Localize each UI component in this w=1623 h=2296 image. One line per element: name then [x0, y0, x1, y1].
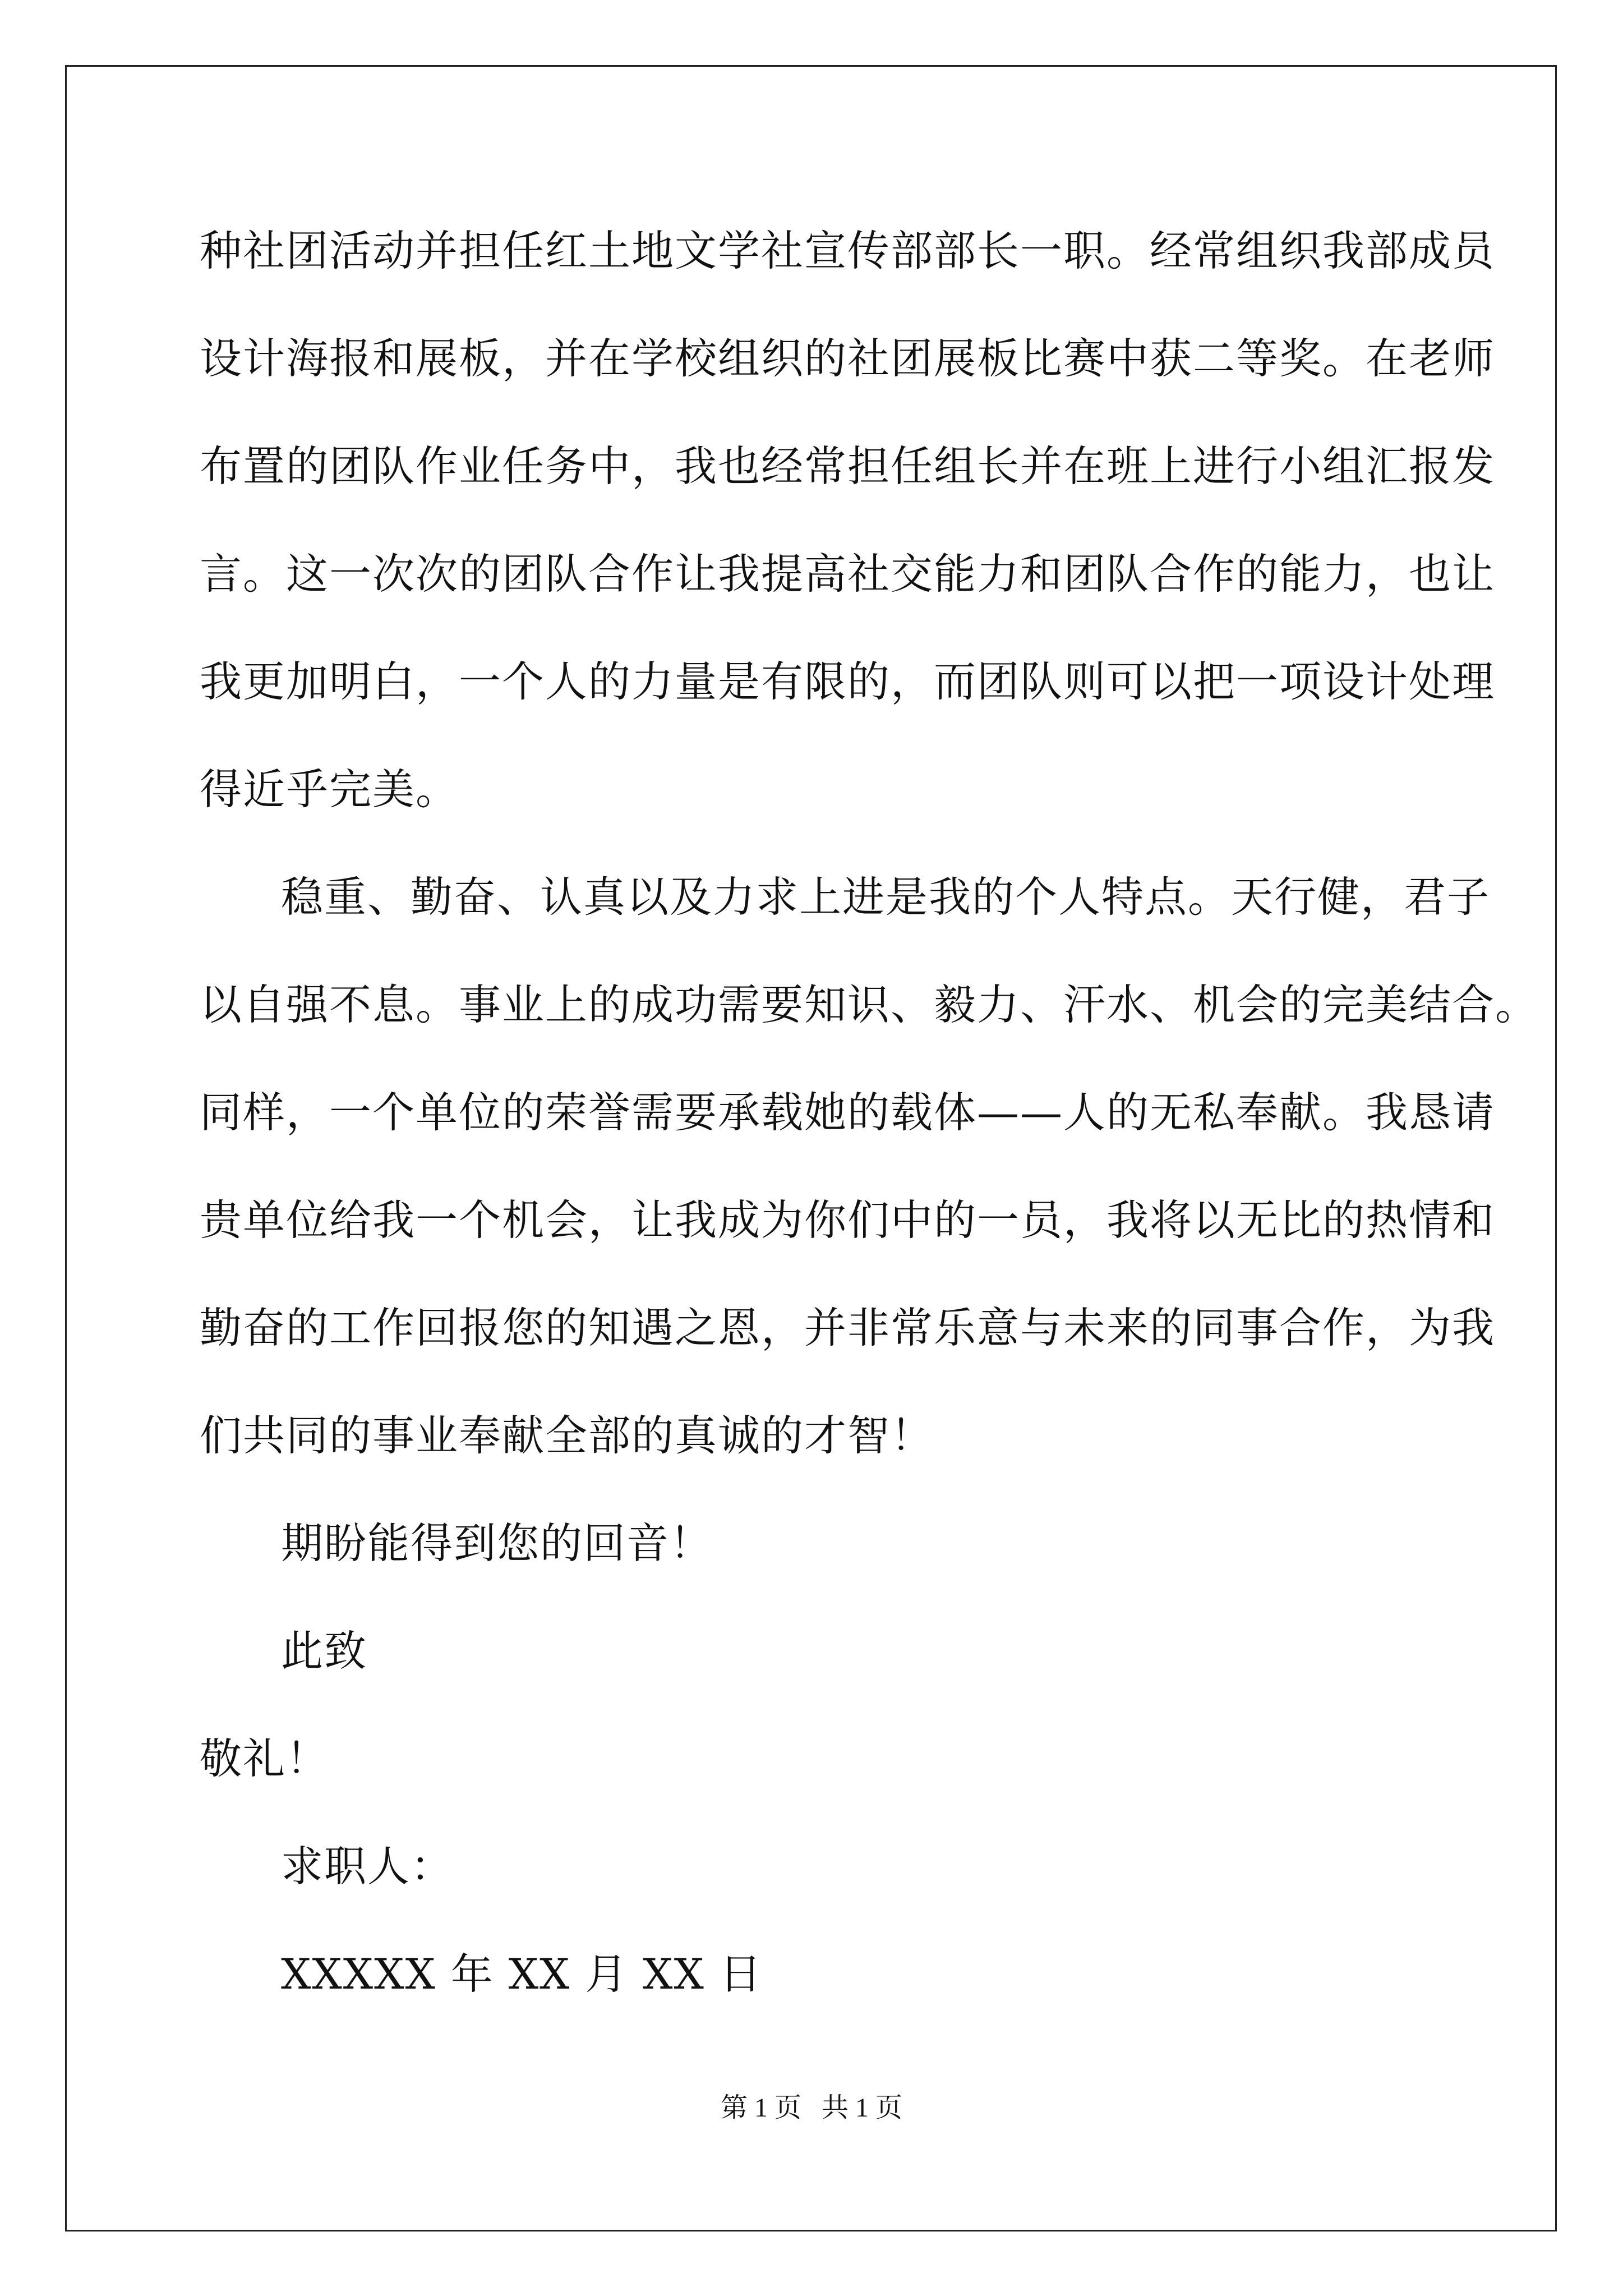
- body-line-12: 们共同的事业奉献全部的真诚的才智！: [200, 1411, 934, 1460]
- body-line-2: 设计海报和展板，并在学校组织的社团展板比赛中获二等奖。在老师: [200, 334, 1496, 383]
- date-line: XXXXX 年 XX 月 XX 日: [281, 1949, 763, 1999]
- body-line-7: 稳重、勤奋、认真以及力求上进是我的个人特点。天行健，君子: [281, 872, 1491, 922]
- closing-hope: 期盼能得到您的回音！: [281, 1519, 713, 1568]
- page-border: [65, 65, 1557, 2231]
- body-line-9: 同样，一个单位的荣誉需要承载她的载体——人的无私奉献。我恳请: [200, 1088, 1496, 1137]
- closing-jingli: 敬礼！: [200, 1734, 330, 1783]
- body-line-1: 种社团活动并担任红土地文学社宣传部部长一职。经常组织我部成员: [200, 226, 1496, 275]
- page-number-footer: 第 1 页 共 1 页: [720, 2093, 902, 2123]
- body-line-4: 言。这一次次的团队合作让我提高社交能力和团队合作的能力，也让: [200, 549, 1496, 599]
- body-line-8: 以自强不息。事业上的成功需要知识、毅力、汗水、机会的完美结合。: [200, 980, 1539, 1029]
- applicant-label: 求职人：: [281, 1842, 454, 1891]
- body-line-3: 布置的团队作业任务中，我也经常担任组长并在班上进行小组汇报发: [200, 441, 1496, 491]
- closing-cizhi: 此致: [281, 1626, 368, 1676]
- body-line-6: 得近乎完美。: [200, 765, 459, 814]
- body-line-11: 勤奋的工作回报您的知遇之恩，并非常乐意与未来的同事合作，为我: [200, 1303, 1496, 1352]
- body-line-10: 贵单位给我一个机会，让我成为你们中的一员，我将以无比的热情和: [200, 1195, 1496, 1245]
- body-line-5: 我更加明白，一个人的力量是有限的，而团队则可以把一项设计处理: [200, 657, 1496, 706]
